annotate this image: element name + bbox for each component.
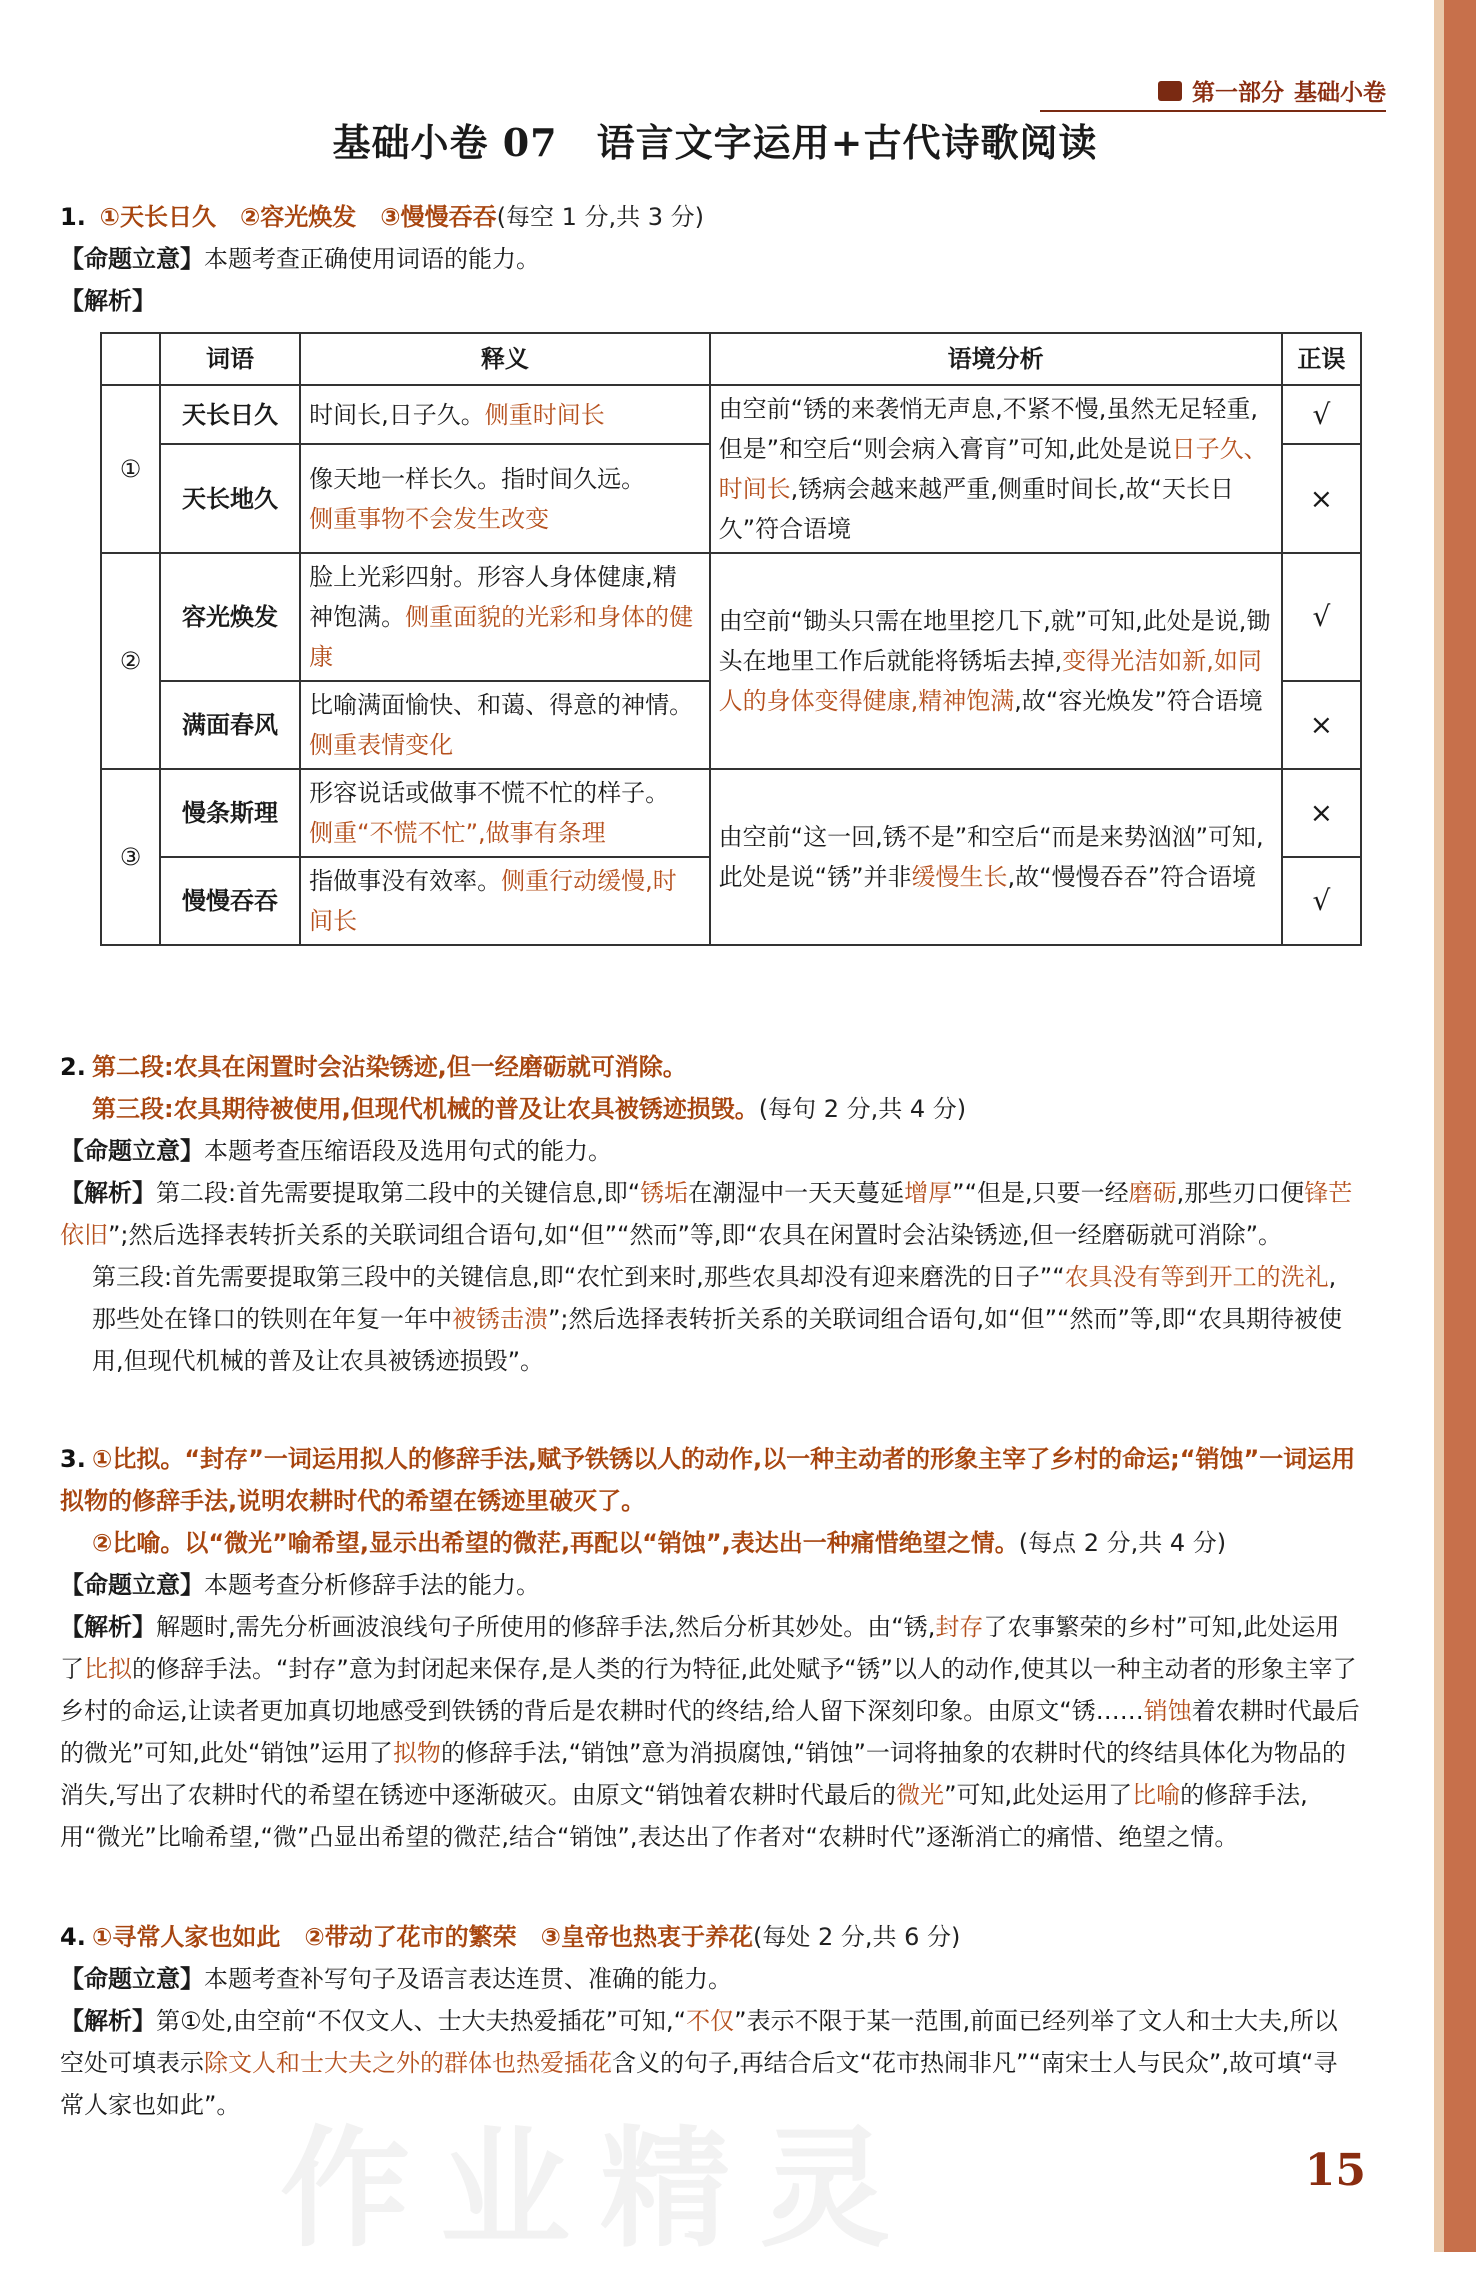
meaning-cell: 比喻满面愉快、和蔼、得意的神情。侧重表情变化 bbox=[300, 681, 710, 769]
watermark: 作业精灵 bbox=[280, 2112, 921, 2265]
right-edge-strip bbox=[1444, 0, 1476, 2252]
header-correctness: 正误 bbox=[1282, 333, 1361, 385]
q3-answer-1: ①比拟。“封存”一词运用拟人的修辞手法,赋予铁锈以人的动作,以一种主动者的形象主宰了乡村的命运;“销蚀”一词运用拟物的修辞手法,说明农耕时代的希望在锈迹里破灭了。 bbox=[60, 1445, 1356, 1515]
meaning-cell: 像天地一样长久。指时间久远。 侧重事物不会发生改变 bbox=[300, 444, 710, 553]
context-cell: 由空前“锄头只需在地里挖几下,就”可知,此处是说,锄头在地里工作后就能将锈垢去掉,变得光洁如新,如同人的身体变得健康,精神饱满,故“容光焕发”符合语境 bbox=[710, 553, 1282, 769]
section-header bbox=[1158, 74, 1386, 107]
q2-answer-2: 第三段:农具期待被使用,但现代机械的普及让农具被锈迹损毁。 bbox=[92, 1095, 759, 1123]
header-meaning: 释义 bbox=[300, 333, 710, 385]
q1-analysis-label: 【解析】 bbox=[60, 287, 156, 315]
word-cell: 慢条斯理 bbox=[160, 769, 300, 857]
q4-intent-label: 【命题立意】 bbox=[60, 1965, 204, 1993]
q1-intent-label: 【命题立意】 bbox=[60, 245, 204, 273]
context-cell: 由空前“这一回,锈不是”和空后“而是来势汹汹”可知,此处是说“锈”并非缓慢生长,故“慢慢吞吞”符合语境 bbox=[710, 769, 1282, 945]
header-blank bbox=[101, 333, 160, 385]
q3-answer-2: ②比喻。以“微光”喻希望,显示出希望的微茫,再配以“销蚀”,表达出一种痛惜绝望之情。 bbox=[92, 1529, 1019, 1557]
header-word: 词语 bbox=[160, 333, 300, 385]
q4-number: 4. bbox=[60, 1923, 86, 1951]
mark-cell: √ bbox=[1282, 857, 1361, 945]
q2-intent-label: 【命题立意】 bbox=[60, 1137, 204, 1165]
q2-answer-1: 第二段:农具在闲置时会沾染锈迹,但一经磨砺就可消除。 bbox=[92, 1053, 687, 1081]
q1-number: 1. bbox=[60, 203, 86, 231]
context-cell: 由空前“锈的来袭悄无声息,不紧不慢,虽然无足轻重,但是”和空后“则会病入膏肓”可知,此处是说日子久、时间长,锈病会越来越严重,侧重时间长,故“天长日久”符合语境 bbox=[710, 385, 1282, 553]
question-2 bbox=[60, 1046, 1360, 1382]
q3-analysis: 【解析】解题时,需先分析画波浪线句子所使用的修辞手法,然后分析其妙处。由“锈,封存了农事繁荣的乡村”可知,此处运用了比拟的修辞手法。“封存”意为封闭起来保存,是人类的行为特征,此处赋予“锈”以人的动作,使其以一种主动者的形象主宰了乡村的命运,让读者更加真切地感受到铁锈的背后是农耕时代的终结,给人留下深刻印象。由原文“锈……销蚀着农耕时代最后的微光”可知,此处“销蚀”运用了拟物的修辞手法,“销蚀”意为消损腐蚀,“销蚀”一词将抽象的农耕时代的终结具体化为物品的消失,写出了农耕时代的希望在锈迹中逐渐破灭。由原文“销蚀着农耕时代最后的微光”可知,此处运用了比喻的修辞手法,用“微光”比喻希望,“微”凸显出希望的微茫,结合“销蚀”,表达出了作者对“农耕时代”逐渐消亡的痛惜、绝望之情。 bbox=[60, 1613, 1360, 1851]
word-analysis-table bbox=[100, 332, 1362, 946]
q1-score: (每空 1 分,共 3 分) bbox=[496, 203, 705, 231]
meaning-cell: 形容说话或做事不慌不忙的样子。 侧重“不慌不忙”,做事有条理 bbox=[300, 769, 710, 857]
q2-analysis-1: 【解析】第二段:首先需要提取第二段中的关键信息,即“锈垢在潮湿中一天天蔓延增厚”“但是,只要一经磨砺,那些刃口便锋芒依旧”;然后选择表转折关系的关联词组合语句,如“但”“然而”等,即“农具在闲置时会沾染锈迹,但一经磨砺就可消除”。 bbox=[60, 1179, 1353, 1249]
q4-intent: 本题考查补写句子及语言表达连贯、准确的能力。 bbox=[204, 1965, 732, 1993]
q2-intent: 本题考查压缩语段及选用句式的能力。 bbox=[204, 1137, 612, 1165]
mark-cell: × bbox=[1282, 681, 1361, 769]
q2-analysis-2: 第三段:首先需要提取第三段中的关键信息,即“农忙到来时,那些农具却没有迎来磨洗的日子”“农具没有等到开工的洗礼,那些处在锋口的铁则在年复一年中被锈击溃”;然后选择表转折关系的关联词组合语句,如“但”“然而”等,即“农具期待被使用,但现代机械的普及让农具被锈迹损毁”。 bbox=[92, 1263, 1342, 1375]
word-cell: 慢慢吞吞 bbox=[160, 857, 300, 945]
subsection-label: 基础小卷 bbox=[1294, 80, 1386, 106]
q1-intent: 本题考查正确使用词语的能力。 bbox=[204, 245, 540, 273]
table-row bbox=[101, 385, 1361, 444]
q2-score: (每句 2 分,共 4 分) bbox=[758, 1095, 967, 1123]
meaning-cell: 指做事没有效率。侧重行动缓慢,时间长 bbox=[300, 857, 710, 945]
table-header-row bbox=[101, 333, 1361, 385]
q4-answers: ①寻常人家也如此 ②带动了花市的繁荣 ③皇帝也热衷于养花 bbox=[92, 1923, 753, 1951]
mark-cell: × bbox=[1282, 444, 1361, 553]
group-number: ② bbox=[101, 553, 160, 769]
meaning-cell: 时间长,日子久。侧重时间长 bbox=[300, 385, 710, 444]
question-1 bbox=[60, 196, 1360, 322]
q2-number: 2. bbox=[60, 1053, 86, 1081]
q3-intent-label: 【命题立意】 bbox=[60, 1571, 204, 1599]
q4-score: (每处 2 分,共 6 分) bbox=[752, 1923, 961, 1951]
word-cell: 容光焕发 bbox=[160, 553, 300, 681]
group-number: ③ bbox=[101, 769, 160, 945]
table-row bbox=[101, 553, 1361, 681]
section-label: 第一部分 bbox=[1192, 80, 1284, 106]
table-row bbox=[101, 769, 1361, 857]
q1-answers: ①天长日久 ②容光焕发 ③慢慢吞吞 bbox=[99, 203, 497, 231]
word-cell: 天长日久 bbox=[160, 385, 300, 444]
mark-cell: × bbox=[1282, 769, 1361, 857]
header-context: 语境分析 bbox=[710, 333, 1282, 385]
group-number: ① bbox=[101, 385, 160, 553]
q3-intent: 本题考查分析修辞手法的能力。 bbox=[204, 1571, 540, 1599]
word-cell: 天长地久 bbox=[160, 444, 300, 553]
page-title: 基础小卷 07 语言文字运用+古代诗歌阅读 bbox=[332, 120, 1098, 165]
q4-analysis: 【解析】第①处,由空前“不仅文人、士大夫热爱插花”可知,“不仅”表示不限于某一范围,前面已经列举了文人和士大夫,所以空处可填表示除文人和士大夫之外的群体也热爱插花含义的句子,再结合后文“花市热闹非凡”“南宋士人与民众”,故可填“寻常人家也如此”。 bbox=[60, 2007, 1338, 2119]
meaning-cell: 脸上光彩四射。形容人身体健康,精神饱满。侧重面貌的光彩和身体的健康 bbox=[300, 553, 710, 681]
question-3 bbox=[60, 1438, 1360, 1858]
right-edge-band bbox=[1434, 0, 1444, 2252]
mark-cell: √ bbox=[1282, 553, 1361, 681]
q3-score: (每点 2 分,共 4 分) bbox=[1018, 1529, 1227, 1557]
word-cell: 满面春风 bbox=[160, 681, 300, 769]
book-icon bbox=[1158, 81, 1182, 101]
page-number: 15 bbox=[1304, 2145, 1366, 2196]
mark-cell: √ bbox=[1282, 385, 1361, 444]
q3-number: 3. bbox=[60, 1445, 86, 1473]
